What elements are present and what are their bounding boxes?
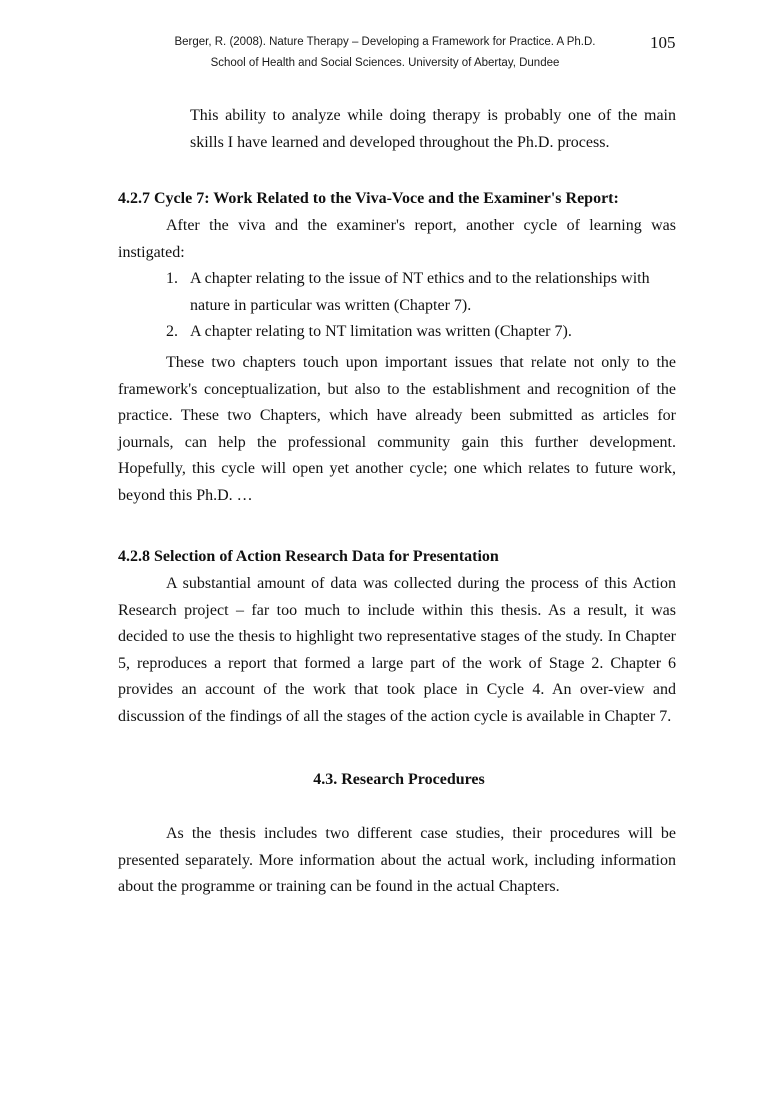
section-4-2-8-paragraph: A substantial amount of data was collected during the process of this Action Research project – far too much to include within this thesis. As a result, it was decided to use the thesis to highlight two representative stages of the study. In Chapter 5, reproduces a report that formed a large part of the work of Stage 2. Chapter 6 provides an account of the work that took place in Cycle 4. An over-view and discussion of the findings of all the stages of the action cycle is available in Chapter 7. [118,575,676,725]
continuation-paragraph: This ability to analyze while doing therapy is probably one of the main skills I have learned and developed throughout the Ph.D. process. [190,107,676,151]
list-item [166,319,676,346]
list-item-number: 1. [166,270,178,287]
list-item [166,266,676,319]
section-4-2-7-intro: After the viva and the examiner's report, another cycle of learning was instigated: [118,217,676,261]
list-item-text: A chapter relating to NT limitation was written (Chapter 7). [190,323,572,340]
running-header-institution: School of Health and Social Sciences. University of Abertay, Dundee [210,57,560,69]
section-heading-4-3: 4.3. Research Procedures [313,771,485,788]
section-4-2-7-paragraph: These two chapters touch upon important issues that relate not only to the framework's conceptualization, but also to the establishment and recognition of the practice. These two Chapters, which have already been submitted as articles for journals, can help the professional community gain this further development. Hopefully, this cycle will open yet another cycle; one which relates to future work, beyond this Ph.D. … [118,354,676,504]
list-item-text: A chapter relating to the issue of NT ethics and to the relationships with nature in particular was written (Chapter 7). [190,270,650,314]
running-header-citation: Berger, R. (2008). Nature Therapy – Developing a Framework for Practice. A Ph.D. [174,36,596,48]
page-number: 105 [650,33,676,52]
section-heading-4-2-8: 4.2.8 Selection of Action Research Data for Presentation [118,548,499,565]
list-item-number: 2. [166,323,178,340]
section-heading-4-2-7: 4.2.7 Cycle 7: Work Related to the Viva-Voce and the Examiner's Report: [118,190,619,207]
section-4-3-paragraph: As the thesis includes two different case studies, their procedures will be presented separately. More information about the actual work, including information about the programme or training can be found in the actual Chapters. [118,825,676,895]
